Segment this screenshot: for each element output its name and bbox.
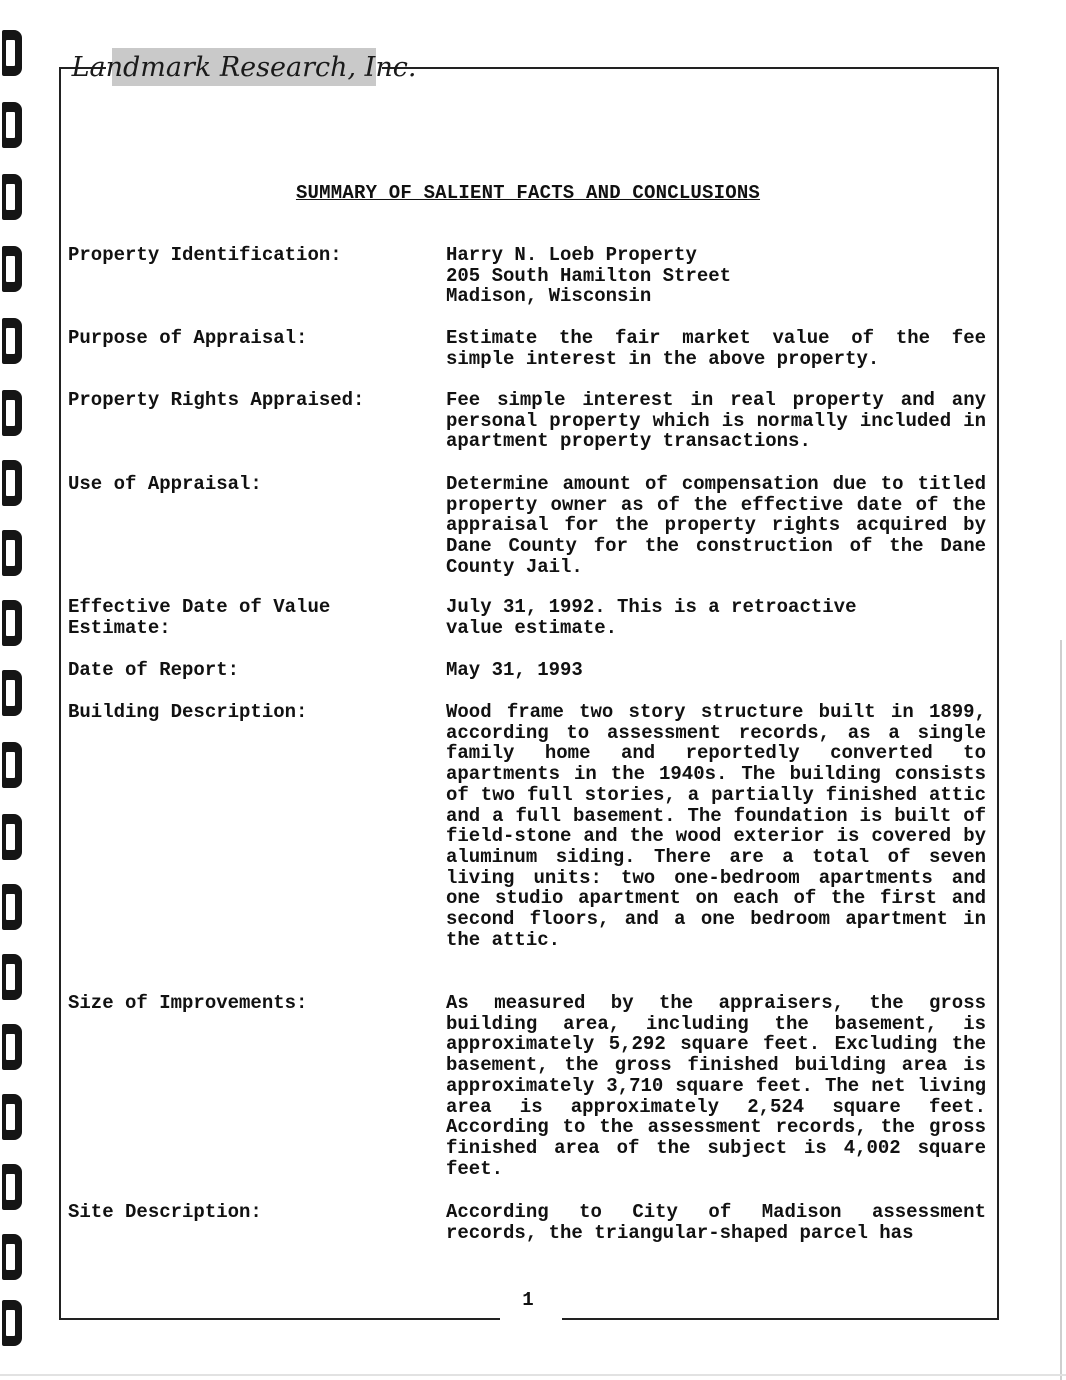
binder-punch <box>2 884 22 930</box>
binder-punch <box>2 954 22 1000</box>
fact-label: Property Rights Appraised: <box>68 389 365 411</box>
fact-label: Purpose of Appraisal: <box>68 327 308 349</box>
company-logo: Landmark Research, Inc. <box>112 48 376 86</box>
fact-label: Size of Improvements: <box>68 992 308 1014</box>
frame-gap-bottom <box>500 1312 562 1326</box>
page-title: SUMMARY OF SALIENT FACTS AND CONCLUSIONS <box>295 182 761 204</box>
fact-value: Fee simple interest in real property and any personal property which is normally included in apartment property transactions. <box>446 389 986 453</box>
binder-punch <box>2 1164 22 1210</box>
fact-label: Building Description: <box>68 701 308 723</box>
binder-punch <box>2 102 22 148</box>
fact-value: Determine amount of compensation due to titled property owner as of the effective date of the appraisal for the property rights acquired by Dane County for the construction of the Dane County Jail. <box>446 473 986 578</box>
binder-punch <box>2 390 22 436</box>
fact-value: July 31, 1992. This is a retroactive value estimate. <box>446 596 857 639</box>
fact-label: Effective Date of Value Estimate: <box>68 596 331 639</box>
binder-punch <box>2 1234 22 1280</box>
scan-bottom-edge <box>0 1374 1066 1376</box>
scan-edge-shadow <box>1060 640 1062 1380</box>
binder-punch <box>2 814 22 860</box>
fact-label: Site Description: <box>68 1201 262 1223</box>
fact-value: As measured by the appraisers, the gross building area, including the basement, is approximately 5,292 square feet. Excluding the basement, the gross finished building area is approximately 3,710 square feet. The net living area is approximately 2,524 square feet. According to the assessment records, the gross finished area of the subject is 4,002 square feet. <box>446 992 986 1180</box>
binder-punch <box>2 670 22 716</box>
binder-punch <box>2 742 22 788</box>
binder-punch <box>2 600 22 646</box>
page-number: 1 <box>522 1289 534 1311</box>
fact-value: May 31, 1993 <box>446 659 583 681</box>
fact-label: Property Identification: <box>68 244 342 266</box>
binder-punch <box>2 246 22 292</box>
binder-punch <box>2 460 22 506</box>
fact-label: Date of Report: <box>68 659 240 681</box>
binder-punch <box>2 318 22 364</box>
binder-punch <box>2 1094 22 1140</box>
fact-value: According to City of Madison assessment records, the triangular-shaped parcel has <box>446 1201 986 1244</box>
binder-punch <box>2 30 22 76</box>
binder-punch <box>2 530 22 576</box>
fact-value: Harry N. Loeb Property 205 South Hamilton Street Madison, Wisconsin <box>446 244 732 308</box>
binder-punch <box>2 1024 22 1070</box>
fact-label: Use of Appraisal: <box>68 473 262 495</box>
fact-value: Estimate the fair market value of the fee simple interest in the above property. <box>446 327 986 370</box>
fact-value: Wood frame two story structure built in 1899, according to assessment records, as a single family home and reportedly converted to apartments in the 1940s. The building consists of two full stories, a partially finished attic and a full basement. The foundation is built of field-stone and the wood exterior is covered by aluminum siding. There are a total of seven living units: two one-bedroom apartments and one studio apartment on each of the first and second floors, and a one bedroom apartment in the attic. <box>446 701 986 951</box>
binder-punch-strip <box>0 0 30 1380</box>
